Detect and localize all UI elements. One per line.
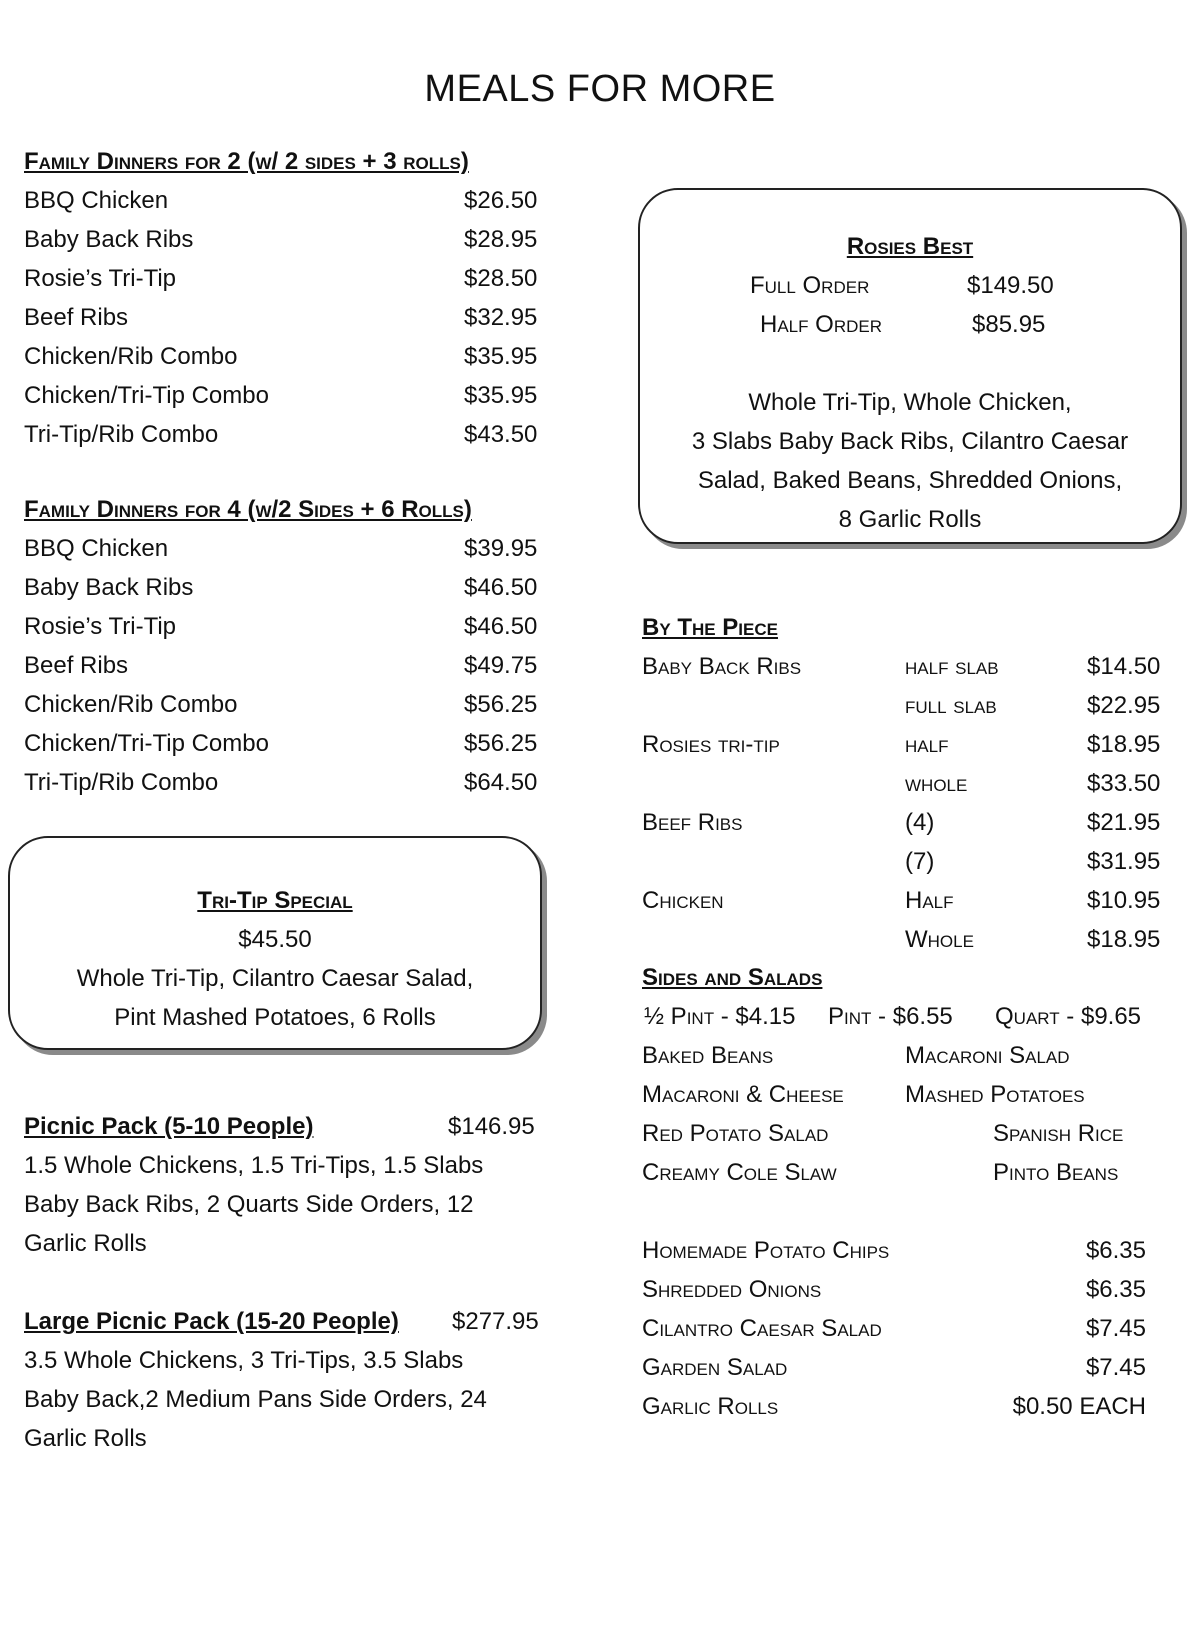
extra-item-price: $7.45 <box>1085 1354 1146 1381</box>
menu-item-price: $43.50 <box>464 421 538 448</box>
piece-item-name: Rosies tri-tip <box>642 731 780 758</box>
menu-item-price: $28.95 <box>464 226 538 253</box>
extra-item-name: Shredded Onions <box>642 1276 822 1303</box>
piece-item-price: $21.95 <box>1087 809 1161 836</box>
picnic-pack-desc: 1.5 Whole Chickens, 1.5 Tri-Tips, 1.5 Slabs <box>24 1152 484 1179</box>
menu-item-name: Chicken/Rib Combo <box>24 343 238 370</box>
piece-item-price: $22.95 <box>1087 692 1161 719</box>
large-picnic-pack-price: $277.95 <box>452 1308 539 1335</box>
extra-item-price: $6.35 <box>1085 1237 1146 1264</box>
tritip-special-box <box>8 836 542 1050</box>
extra-item-name: Homemade Potato Chips <box>642 1237 890 1264</box>
menu-item-name: Baby Back Ribs <box>24 226 194 253</box>
picnic-pack-heading: Picnic Pack (5-10 People) <box>24 1113 314 1140</box>
rosies-best-line: 3 Slabs Baby Back Ribs, Cilantro Caesar <box>691 428 1129 455</box>
half-order-label: Half Order <box>760 311 883 338</box>
piece-item-size: Whole <box>905 926 974 953</box>
half-pint-price: ½ Pint - $4.15 <box>644 1003 796 1030</box>
sides-heading: Sides and Salads <box>642 964 823 991</box>
menu-item-price: $56.25 <box>464 730 538 757</box>
piece-item-price: $10.95 <box>1087 887 1161 914</box>
rosies-best-line: Salad, Baked Beans, Shredded Onions, <box>697 467 1123 494</box>
menu-item-price: $39.95 <box>464 535 538 562</box>
tritip-special-price: $45.50 <box>238 926 312 953</box>
extra-item-price: $0.50 EACH <box>1012 1393 1146 1420</box>
extra-item-price: $6.35 <box>1085 1276 1146 1303</box>
half-order-price: $85.95 <box>972 311 1046 338</box>
menu-item-price: $32.95 <box>464 304 538 331</box>
menu-item-name: Chicken/Tri-Tip Combo <box>24 730 269 757</box>
menu-item-price: $56.25 <box>464 691 538 718</box>
large-picnic-pack-desc: Garlic Rolls <box>24 1425 147 1452</box>
side-item: Mashed Potatoes <box>905 1081 1085 1108</box>
menu-item-name: Beef Ribs <box>24 304 129 331</box>
quart-price: Quart - $9.65 <box>995 1003 1142 1030</box>
side-item: Red Potato Salad <box>642 1120 829 1147</box>
tritip-special-line: Pint Mashed Potatoes, 6 Rolls <box>114 1004 436 1031</box>
side-item: Macaroni & Cheese <box>642 1081 844 1108</box>
menu-item-price: $64.50 <box>464 769 538 796</box>
menu-item-price: $46.50 <box>464 613 538 640</box>
large-picnic-pack-desc: 3.5 Whole Chickens, 3 Tri-Tips, 3.5 Slabs <box>24 1347 464 1374</box>
piece-item-size: half <box>905 731 949 758</box>
large-picnic-pack-desc: Baby Back,2 Medium Pans Side Orders, 24 <box>24 1386 487 1413</box>
extra-item-name: Garlic Rolls <box>642 1393 779 1420</box>
piece-item-price: $18.95 <box>1087 731 1161 758</box>
menu-item-name: BBQ Chicken <box>24 535 169 562</box>
menu-item-name: Rosie’s Tri-Tip <box>24 265 177 292</box>
tritip-special-heading: Tri-Tip Special <box>197 887 353 914</box>
piece-item-price: $31.95 <box>1087 848 1161 875</box>
piece-item-size: full slab <box>905 692 997 719</box>
by-the-piece-heading: By The Piece <box>642 614 778 641</box>
menu-item-name: Rosie’s Tri-Tip <box>24 613 177 640</box>
extra-item-name: Cilantro Caesar Salad <box>642 1315 882 1342</box>
picnic-pack-desc: Garlic Rolls <box>24 1230 147 1257</box>
family-4-heading: Family Dinners for 4 (w/2 Sides + 6 Rolls) <box>24 496 472 523</box>
full-order-price: $149.50 <box>967 272 1054 299</box>
picnic-pack-desc: Baby Back Ribs, 2 Quarts Side Orders, 12 <box>24 1191 474 1218</box>
piece-item-size: (4) <box>905 809 935 836</box>
menu-item-price: $35.95 <box>464 382 538 409</box>
piece-item-name: Baby Back Ribs <box>642 653 802 680</box>
large-picnic-pack-heading: Large Picnic Pack (15-20 People) <box>24 1308 399 1335</box>
full-order-label: Full Order <box>750 272 870 299</box>
side-item: Macaroni Salad <box>905 1042 1070 1069</box>
piece-item-size: whole <box>905 770 968 797</box>
menu-item-name: Beef Ribs <box>24 652 129 679</box>
menu-item-name: Tri-Tip/Rib Combo <box>24 421 219 448</box>
piece-item-price: $33.50 <box>1087 770 1161 797</box>
rosies-best-line: Whole Tri-Tip, Whole Chicken, <box>748 389 1072 416</box>
pint-price: Pint - $6.55 <box>828 1003 953 1030</box>
rosies-best-box <box>638 188 1182 544</box>
menu-item-name: BBQ Chicken <box>24 187 169 214</box>
menu-item-price: $35.95 <box>464 343 538 370</box>
piece-item-price: $14.50 <box>1087 653 1161 680</box>
piece-item-size: half slab <box>905 653 999 680</box>
menu-item-price: $28.50 <box>464 265 538 292</box>
picnic-pack-price: $146.95 <box>448 1113 535 1140</box>
side-item: Creamy Cole Slaw <box>642 1159 837 1186</box>
piece-item-name: Chicken <box>642 887 724 914</box>
tritip-special-line: Whole Tri-Tip, Cilantro Caesar Salad, <box>76 965 474 992</box>
rosies-best-heading: Rosies Best <box>846 233 974 260</box>
menu-item-name: Chicken/Rib Combo <box>24 691 238 718</box>
menu-item-name: Baby Back Ribs <box>24 574 194 601</box>
extra-item-name: Garden Salad <box>642 1354 788 1381</box>
page-title: MEALS FOR MORE <box>424 68 776 110</box>
extra-item-price: $7.45 <box>1085 1315 1146 1342</box>
side-item: Spanish Rice <box>993 1120 1124 1147</box>
menu-item-price: $26.50 <box>464 187 538 214</box>
menu-item-price: $49.75 <box>464 652 538 679</box>
side-item: Baked Beans <box>642 1042 774 1069</box>
menu-item-name: Chicken/Tri-Tip Combo <box>24 382 269 409</box>
family-2-heading: Family Dinners for 2 (w/ 2 sides + 3 rolls) <box>24 148 469 175</box>
side-item: Pinto Beans <box>993 1159 1119 1186</box>
menu-item-name: Tri-Tip/Rib Combo <box>24 769 219 796</box>
piece-item-size: Half <box>905 887 954 914</box>
piece-item-name: Beef Ribs <box>642 809 743 836</box>
rosies-best-line: 8 Garlic Rolls <box>838 506 982 533</box>
piece-item-price: $18.95 <box>1087 926 1161 953</box>
piece-item-size: (7) <box>905 848 935 875</box>
menu-item-price: $46.50 <box>464 574 538 601</box>
